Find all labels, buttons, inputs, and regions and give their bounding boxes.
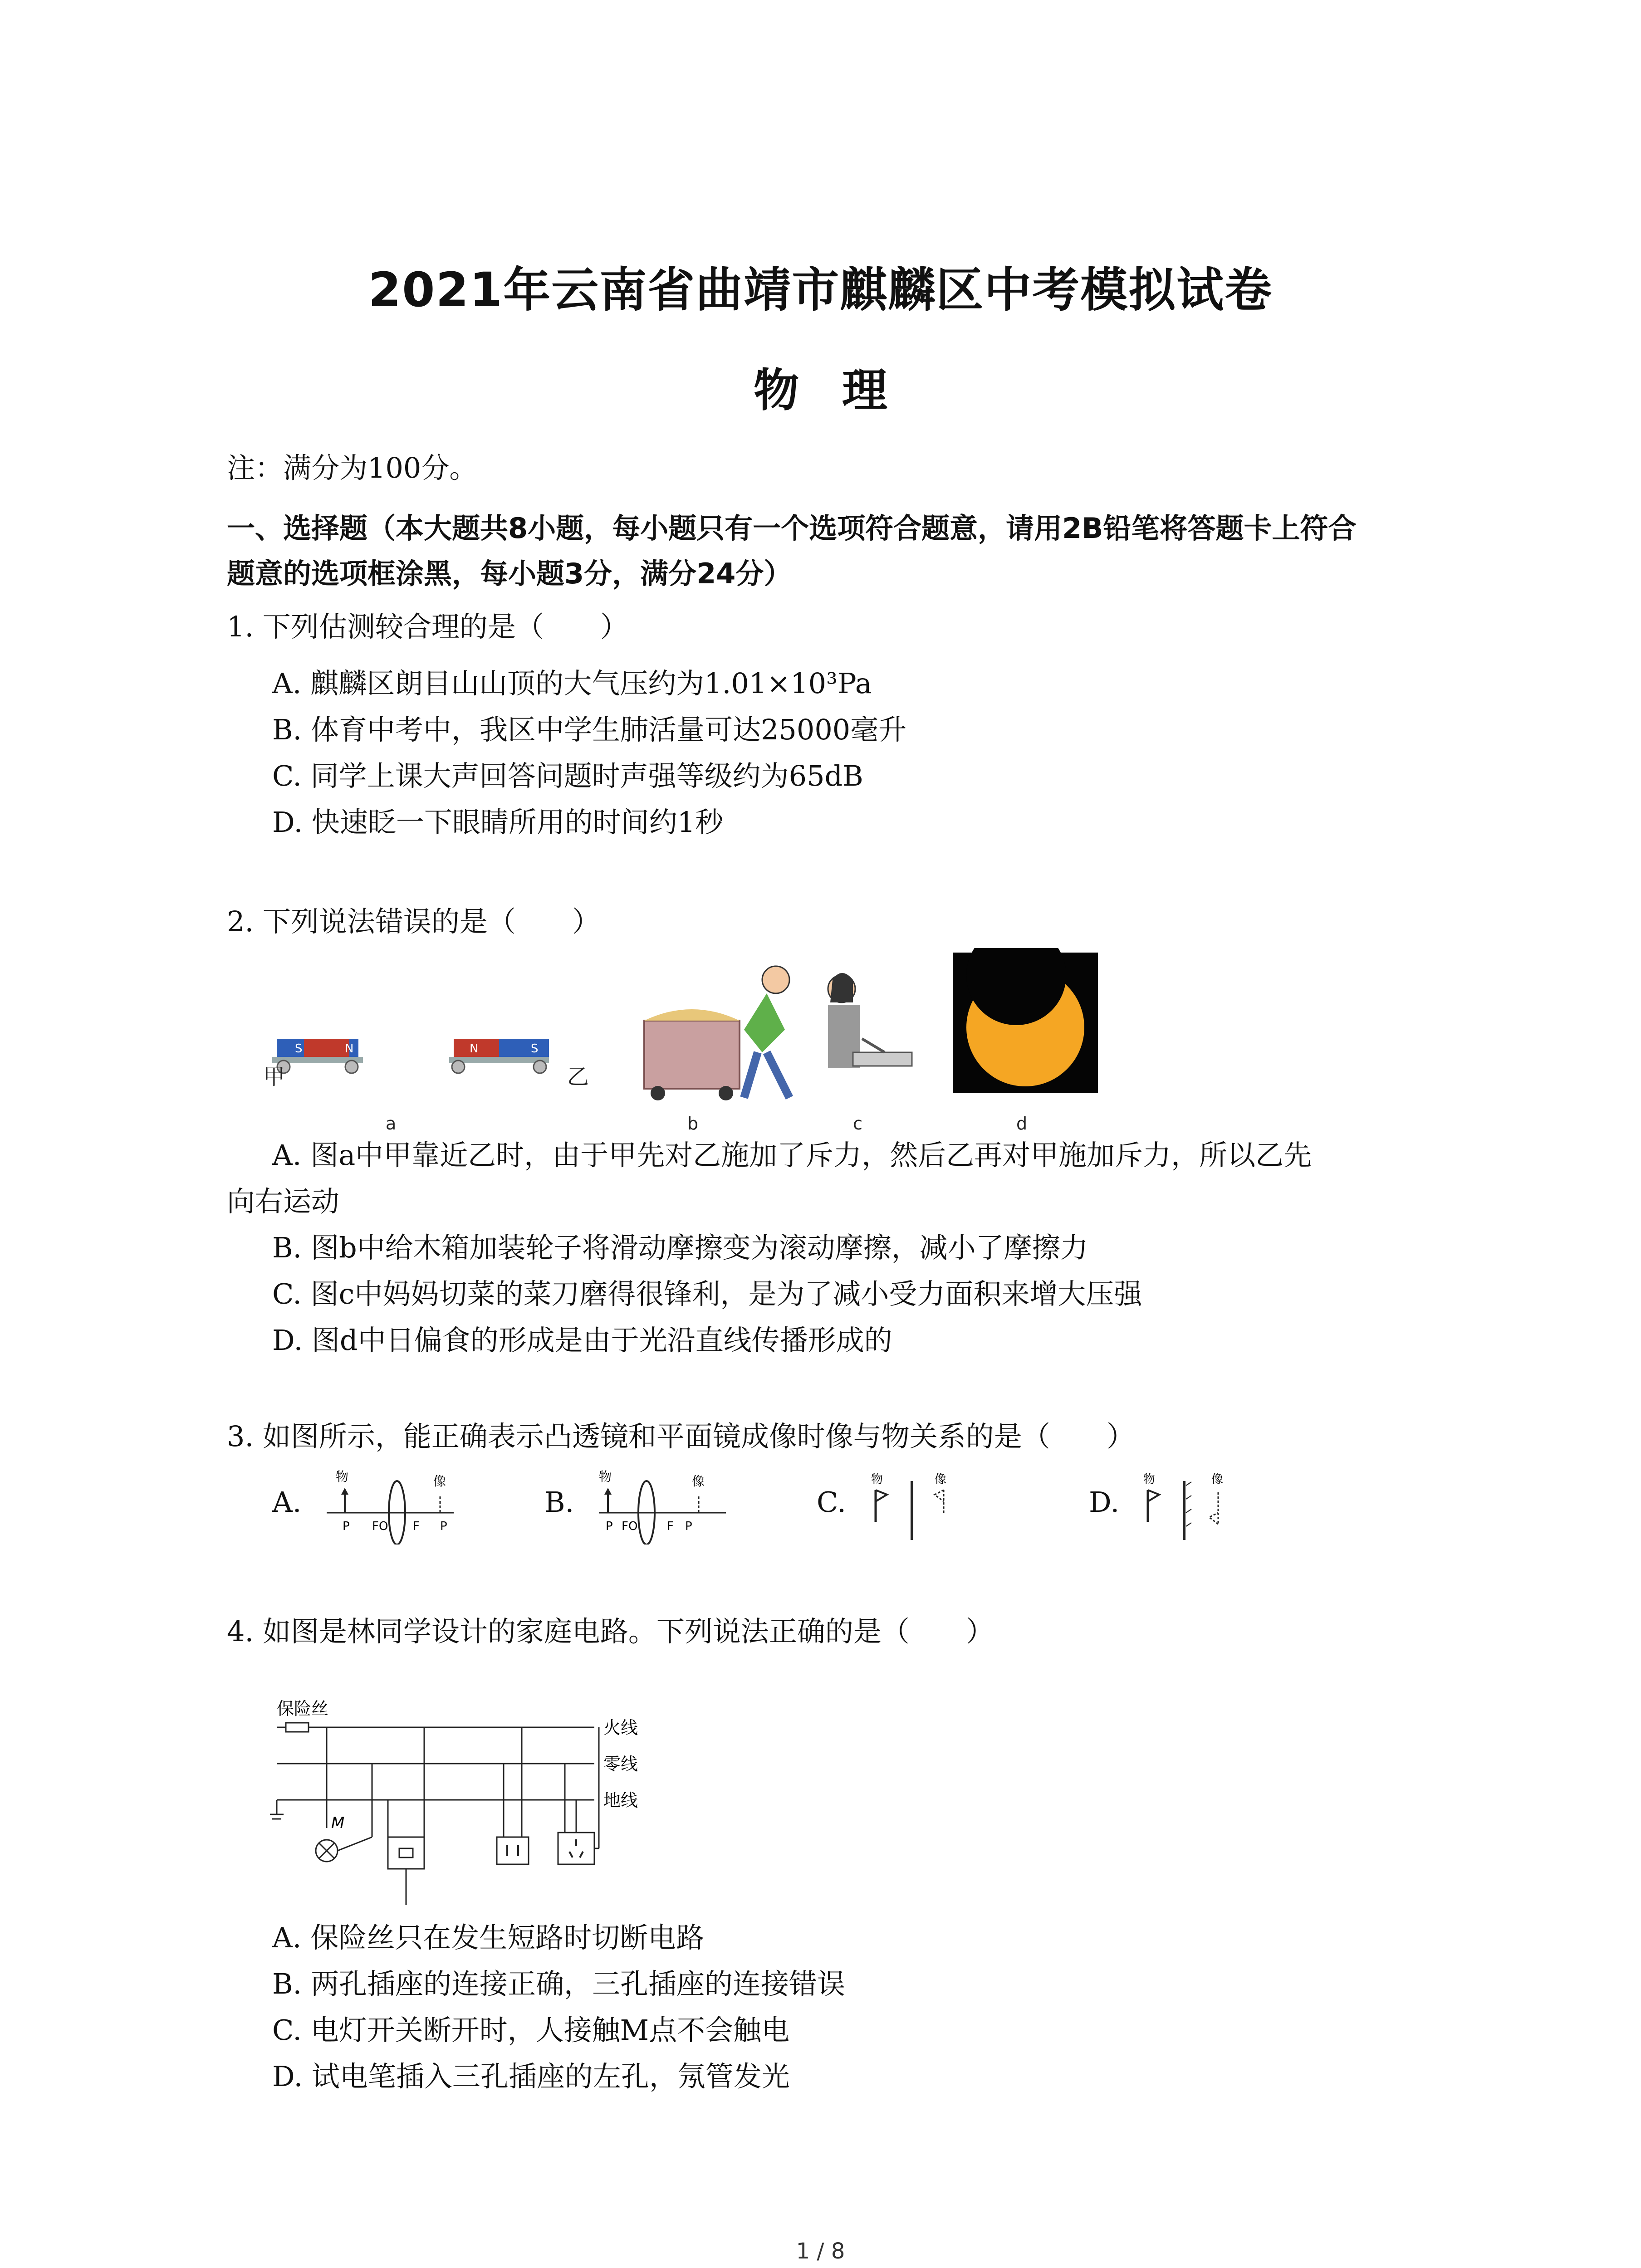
q3-stem: 3. 如图所示，能正确表示凸透镜和平面镜成像时像与物关系的是（ ） — [227, 1420, 1135, 1453]
svg-text:像: 像 — [1211, 1473, 1224, 1486]
q3-option-a-label: A. — [272, 1486, 302, 1519]
cutting-vegetables-illustration — [828, 973, 912, 1068]
subject-heading: 物 理 — [754, 364, 887, 417]
q2-stem: 2. 下列说法错误的是（ ） — [227, 905, 600, 938]
fuse-label: 保险丝 — [277, 1699, 329, 1719]
page-number: 1 / 8 — [796, 2239, 845, 2264]
magnet-cart-jia — [272, 1039, 363, 1073]
svg-text:F: F — [413, 1520, 420, 1533]
svg-text:S: S — [295, 1042, 303, 1056]
pushing-cart-illustration — [644, 966, 789, 1100]
live-wire-label: 火线 — [603, 1718, 638, 1738]
q1-option-a: A. 麒麟区朗目山山顶的大气压约为1.01×10³Pa — [272, 667, 872, 700]
svg-text:物: 物 — [336, 1469, 349, 1484]
q4-option-d: D. 试电笔插入三孔插座的左孔，氖管发光 — [272, 2060, 790, 2093]
svg-text:物: 物 — [1143, 1473, 1156, 1486]
three-hole-socket — [558, 1833, 594, 1864]
svg-text:像: 像 — [433, 1474, 446, 1489]
label-yi: 乙 — [567, 1064, 589, 1090]
q1-option-d: D. 快速眨一下眼睛所用的时间约1秒 — [272, 806, 724, 839]
q3-option-c-label: C. — [817, 1486, 846, 1519]
q3-diagram-c — [862, 1467, 975, 1545]
q2-option-a-line2: 向右运动 — [227, 1185, 340, 1218]
ground-wire-label: 地线 — [603, 1790, 638, 1810]
section-heading-line2: 题意的选项框涂黑，每小题3分，满分24分） — [227, 557, 792, 590]
section-heading-line1: 一、选择题（本大题共8小题，每小题只有一个选项符合题意，请用2B铅笔将答题卡上符合 — [227, 512, 1357, 545]
two-hole-socket — [497, 1837, 529, 1864]
svg-text:FO: FO — [622, 1520, 638, 1533]
q4-option-b: B. 两孔插座的连接正确，三孔插座的连接错误 — [272, 1967, 845, 2000]
svg-text:N: N — [470, 1042, 479, 1056]
q3-diagram-a — [318, 1467, 463, 1545]
svg-text:物: 物 — [599, 1469, 612, 1484]
svg-text:P: P — [440, 1520, 447, 1533]
fig-label-d: d — [1016, 1114, 1028, 1134]
q4-option-c: C. 电灯开关断开时，人接触M点不会触电 — [272, 2014, 790, 2047]
neutral-wire-label: 零线 — [603, 1754, 638, 1774]
q4-household-circuit-diagram — [268, 1696, 721, 1919]
svg-text:S: S — [531, 1042, 539, 1056]
q1-stem: 1. 下列估测较合理的是（ ） — [227, 610, 628, 643]
q1-option-b: B. 体育中考中，我区中学生肺活量可达25000毫升 — [272, 713, 907, 746]
svg-text:物: 物 — [871, 1473, 883, 1486]
page-title: 2021年云南省曲靖市麒麟区中考模拟试卷 — [368, 262, 1273, 318]
q2-option-d: D. 图d中日偏食的形成是由于光沿直线传播形成的 — [272, 1324, 892, 1357]
fig-label-c: c — [853, 1114, 862, 1134]
svg-text:F: F — [667, 1520, 674, 1533]
q3-option-b-label: B. — [544, 1486, 574, 1519]
svg-text:FO: FO — [372, 1520, 388, 1533]
q3-diagram-d — [1134, 1467, 1248, 1545]
score-note: 注：满分为100分。 — [227, 451, 478, 484]
q4-stem: 4. 如图是林同学设计的家庭电路。下列说法正确的是（ ） — [227, 1615, 994, 1648]
label-jia: 甲 — [263, 1064, 285, 1090]
q2-option-b: B. 图b中给木箱加装轮子将滑动摩擦变为滚动摩擦，减小了摩擦力 — [272, 1231, 1088, 1264]
q3-option-d-label: D. — [1089, 1486, 1120, 1519]
svg-text:像: 像 — [935, 1473, 947, 1486]
q2-option-c: C. 图c中妈妈切菜的菜刀磨得很锋利，是为了减小受力面积来增大压强 — [272, 1277, 1142, 1310]
svg-text:P: P — [606, 1520, 613, 1533]
switch-symbol — [338, 1837, 372, 1851]
partial-solar-eclipse-image — [953, 948, 1098, 1093]
svg-text:N: N — [345, 1042, 354, 1056]
q2-option-a-line1: A. 图a中甲靠近乙时，由于甲先对乙施加了斥力，然后乙再对甲施加斥力，所以乙先 — [272, 1139, 1312, 1172]
fig-label-b: b — [687, 1114, 699, 1134]
svg-text:P: P — [685, 1520, 692, 1533]
magnet-cart-yi — [449, 1039, 549, 1073]
fig-label-a: a — [386, 1114, 397, 1134]
fuse-symbol — [286, 1723, 309, 1732]
q1-option-c: C. 同学上课大声回答问题时声强等级约为65dB — [272, 759, 863, 792]
q2-figure-group — [263, 948, 1125, 1139]
svg-text:P: P — [343, 1520, 350, 1533]
q3-diagram-b — [590, 1467, 735, 1545]
point-m-label: M — [331, 1814, 345, 1832]
q4-option-a: A. 保险丝只在发生短路时切断电路 — [272, 1921, 705, 1954]
svg-text:像: 像 — [692, 1474, 705, 1489]
